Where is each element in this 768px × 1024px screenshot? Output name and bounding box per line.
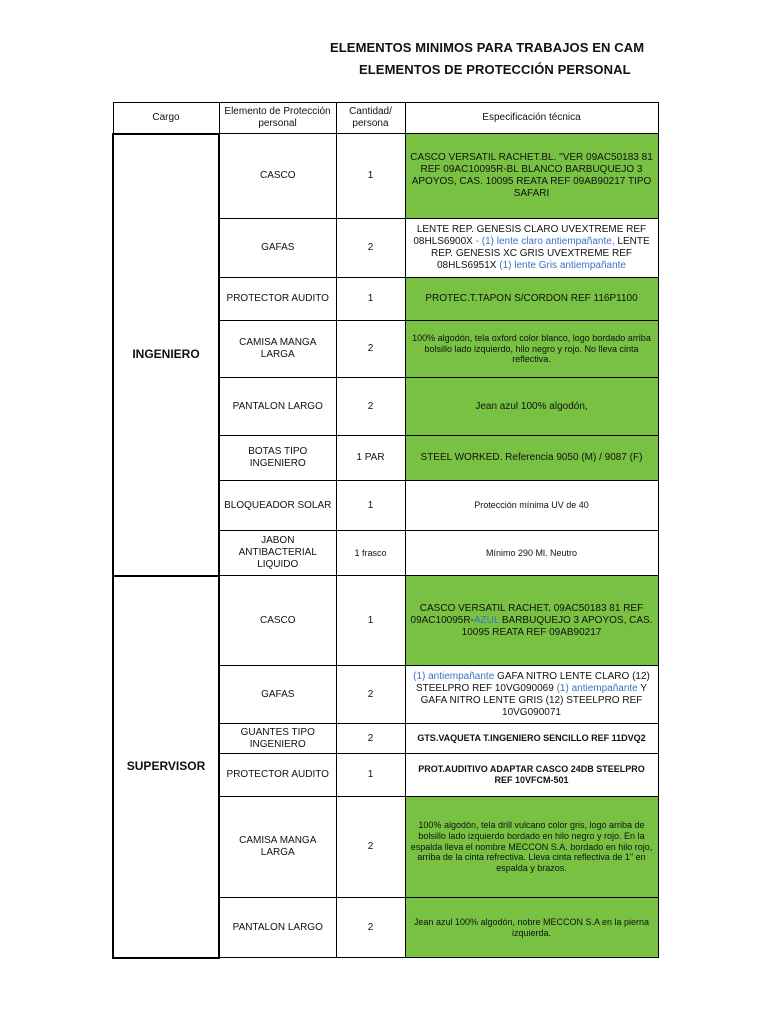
qty-cell: 2 bbox=[336, 321, 405, 378]
header-spec: Especificación técnica bbox=[405, 103, 658, 134]
item-cell: PROTECTOR AUDITO bbox=[219, 754, 336, 797]
spec-cell: GTS.VAQUETA T.INGENIERO SENCILLO REF 11DVQ2 bbox=[405, 724, 658, 754]
spec-cell: 100% algodón, tela drill vulcano color gris, logo arriba de bolsillo lado izquierdo bordado en hilo negro y rojo. En la espalda lleva el nombre MECCON S.A. bordado en hilo rojo, arriba de la cinta refrectiva. Lleva cinta reflectiva de 1" en espalda y brazos. bbox=[405, 797, 658, 898]
title-area bbox=[0, 0, 660, 100]
spec-cell: STEEL WORKED. Referencia 9050 (M) / 9087 (F) bbox=[405, 436, 658, 481]
ppe-table bbox=[112, 102, 659, 959]
qty-cell: 1 bbox=[336, 481, 405, 531]
header-cargo: Cargo bbox=[113, 103, 219, 134]
item-cell: CASCO bbox=[219, 134, 336, 219]
spec-cell: 100% algodón, tela oxford color blanco, logo bordado arriba bolsillo lado izquierdo, hilo negro y rojo. No lleva cinta reflectiva. bbox=[405, 321, 658, 378]
header-cantidad: Cantidad/ persona bbox=[336, 103, 405, 134]
item-cell: JABON ANTIBACTERIAL LIQUIDO bbox=[219, 531, 336, 576]
spec-text: GAFA NITRO LENTE CLARO (12) STEELPRO REF 10VG090069 bbox=[415, 670, 650, 694]
spec-text: Y GAFA NITRO LENTE GRIS (12) STEELPRO REF 10VG090071 bbox=[420, 682, 648, 718]
qty-cell: 1 bbox=[336, 576, 405, 666]
table-row bbox=[113, 134, 658, 219]
spec-cell: Jean azul 100% algodón, nobre MECCON S.A en la pierna izquierda. bbox=[405, 898, 658, 958]
item-cell: GUANTES TIPO INGENIERO bbox=[219, 724, 336, 754]
qty-cell: 2 bbox=[336, 797, 405, 898]
item-cell: CASCO bbox=[219, 576, 336, 666]
qty-cell: 2 bbox=[336, 378, 405, 436]
spec-cell: Jean azul 100% algodón, bbox=[405, 378, 658, 436]
item-cell: CAMISA MANGA LARGA bbox=[219, 797, 336, 898]
document-title: ELEMENTOS MINIMOS PARA TRABAJOS EN CAM bbox=[330, 40, 645, 55]
qty-cell: 1 bbox=[336, 754, 405, 797]
item-cell: PANTALON LARGO bbox=[219, 898, 336, 958]
item-cell: GAFAS bbox=[219, 666, 336, 724]
spec-note: (1) lente Gris antiempañante bbox=[496, 260, 626, 271]
spec-text: LENTE REP. GENESIS XC GRIS UVEXTREME REF 08HLS6951X bbox=[431, 236, 650, 271]
item-cell: PROTECTOR AUDITO bbox=[219, 278, 336, 321]
spec-cell bbox=[405, 219, 658, 278]
header-elemento: Elemento de Protección personal bbox=[219, 103, 336, 134]
spec-text: CASCO VERSATIL RACHET. 09AC50183 81 REF 09AC10095R- bbox=[410, 602, 644, 626]
document-subtitle: ELEMENTOS DE PROTECCIÓN PERSONAL bbox=[359, 62, 631, 77]
spec-cell: Protección mínima UV de 40 bbox=[405, 481, 658, 531]
qty-cell: 2 bbox=[336, 666, 405, 724]
item-cell: CAMISA MANGA LARGA bbox=[219, 321, 336, 378]
qty-cell: 1 bbox=[336, 278, 405, 321]
spec-note: AZUL bbox=[473, 614, 500, 626]
item-cell: BLOQUEADOR SOLAR bbox=[219, 481, 336, 531]
spec-cell bbox=[405, 666, 658, 724]
spec-note: (1) antiempañante bbox=[413, 670, 495, 682]
item-cell: PANTALON LARGO bbox=[219, 378, 336, 436]
spec-note: - (1) lente claro antiempañante, bbox=[472, 236, 615, 247]
spec-note: (1) antiempañante bbox=[556, 682, 638, 694]
qty-cell: 2 bbox=[336, 724, 405, 754]
item-cell: BOTAS TIPO INGENIERO bbox=[219, 436, 336, 481]
qty-cell: 1 bbox=[336, 134, 405, 219]
spec-text: LENTE REP. GENESIS CLARO UVEXTREME REF 08HLS6900X bbox=[413, 224, 647, 247]
spec-cell: CASCO VERSATIL RACHET.BL. "VER 09AC50183 81 REF 09AC10095R-BL BLANCO BARBUQUEJO 3 APOYOS, CAS. 10095 REATA REF 09AB90217 TIPO SAFARI bbox=[405, 134, 658, 219]
qty-cell: 1 PAR bbox=[336, 436, 405, 481]
qty-cell: 1 frasco bbox=[336, 531, 405, 576]
table-row bbox=[113, 576, 658, 666]
item-cell: GAFAS bbox=[219, 219, 336, 278]
spec-cell: Mínimo 290 Ml. Neutro bbox=[405, 531, 658, 576]
spec-cell bbox=[405, 576, 658, 666]
cargo-ingeniero: INGENIERO bbox=[113, 134, 219, 576]
spec-text: BARBUQUEJO 3 APOYOS, CAS. 10095 REATA REF 09AB90217 bbox=[461, 614, 653, 638]
spec-cell: PROT.AUDITIVO ADAPTAR CASCO 24DB STEELPRO REF 10VFCM-501 bbox=[405, 754, 658, 797]
spec-cell: PROTEC.T.TAPON S/CORDON REF 116P1100 bbox=[405, 278, 658, 321]
cargo-supervisor: SUPERVISOR bbox=[113, 576, 219, 958]
qty-cell: 2 bbox=[336, 898, 405, 958]
header-row bbox=[113, 103, 658, 134]
qty-cell: 2 bbox=[336, 219, 405, 278]
